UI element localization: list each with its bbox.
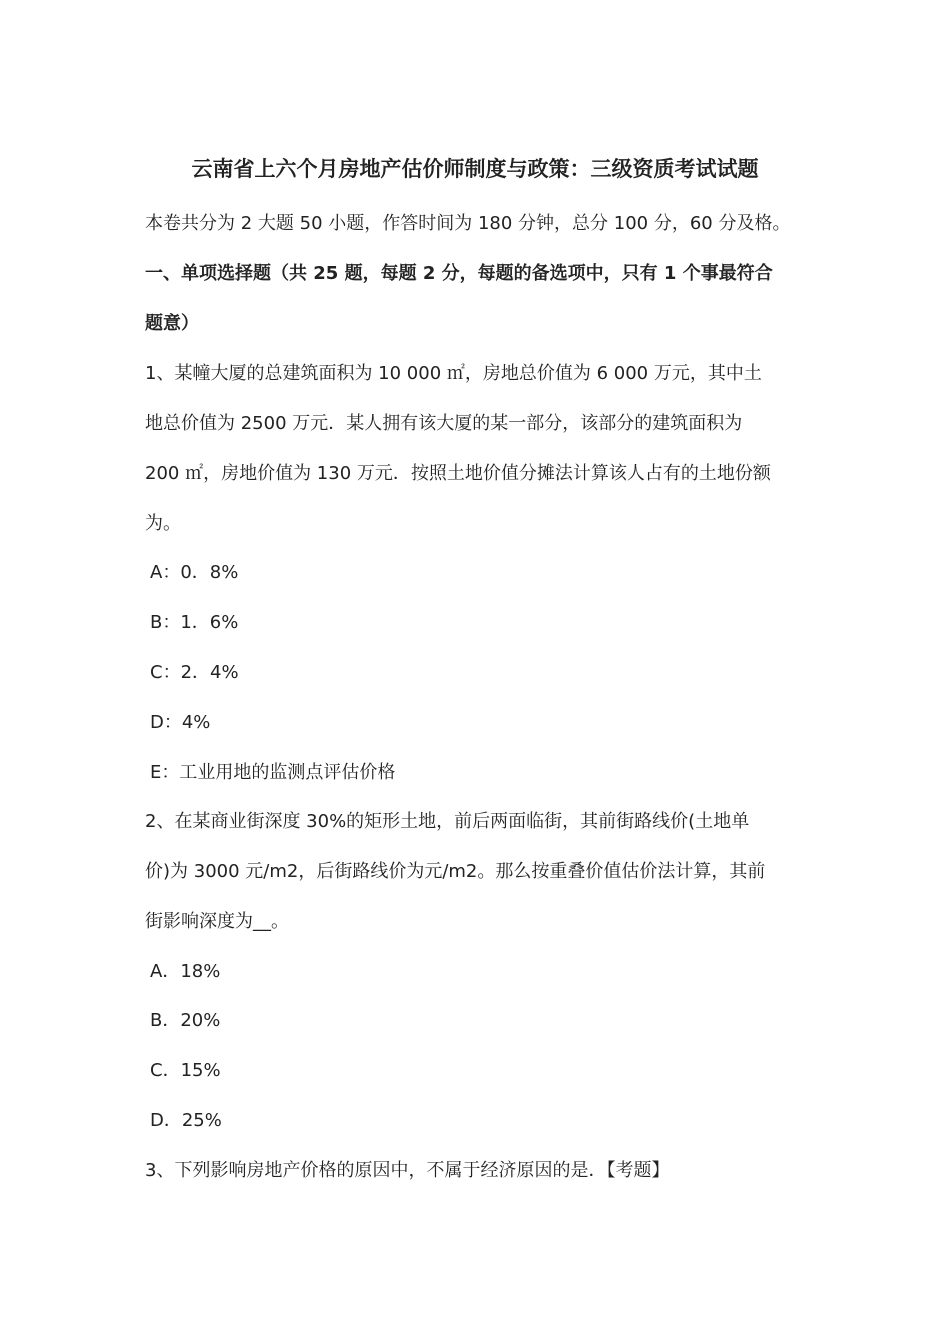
question-1-option-b: B：1．6% — [150, 612, 239, 633]
question-1-option-a: A：0．8% — [150, 562, 239, 583]
question-1-line-4: 为。 — [145, 513, 181, 534]
section-heading-line-2: 题意） — [145, 313, 199, 334]
question-1-line-2: 地总价值为 2500 万元．某人拥有该大厦的某一部分，该部分的建筑面积为 — [145, 413, 743, 434]
question-2-line-3: 街影响深度为__。 — [145, 911, 289, 932]
question-2-option-a: A．18% — [150, 961, 221, 982]
question-1-line-1: 1、某幢大厦的总建筑面积为 10 000 ㎡，房地总价值为 6 000 万元，其中土 — [145, 363, 762, 384]
question-3-line-1: 3、下列影响房地产价格的原因中，不属于经济原因的是．【考题】 — [145, 1160, 670, 1181]
question-1-option-d: D：4% — [150, 712, 211, 733]
question-1-option-c: C：2．4% — [150, 662, 239, 683]
question-2-option-c: C．15% — [150, 1060, 221, 1081]
question-2-option-b: B．20% — [150, 1010, 221, 1031]
question-2-option-d: D．25% — [150, 1110, 222, 1131]
question-1-line-3: 200 ㎡，房地价值为 130 万元．按照土地价值分摊法计算该人占有的土地份额 — [145, 463, 771, 484]
section-heading-line-1: 一、单项选择题（共 25 题，每题 2 分，每题的备选项中，只有 1 个事最符合 — [145, 263, 773, 284]
question-2-line-2: 价)为 3000 元/m2，后街路线价为元/m2。那么按重叠价值估价法计算，其前 — [145, 861, 766, 882]
document-title: 云南省上六个月房地产估价师制度与政策：三级资质考试试题 — [191, 157, 759, 181]
question-1-option-e: E：工业用地的监测点评估价格 — [150, 762, 396, 783]
exam-intro: 本卷共分为 2 大题 50 小题，作答时间为 180 分钟，总分 100 分，60 分及格。 — [145, 213, 791, 234]
question-2-line-1: 2、在某商业街深度 30%的矩形土地，前后两面临街，其前街路线价(土地单 — [145, 811, 750, 832]
